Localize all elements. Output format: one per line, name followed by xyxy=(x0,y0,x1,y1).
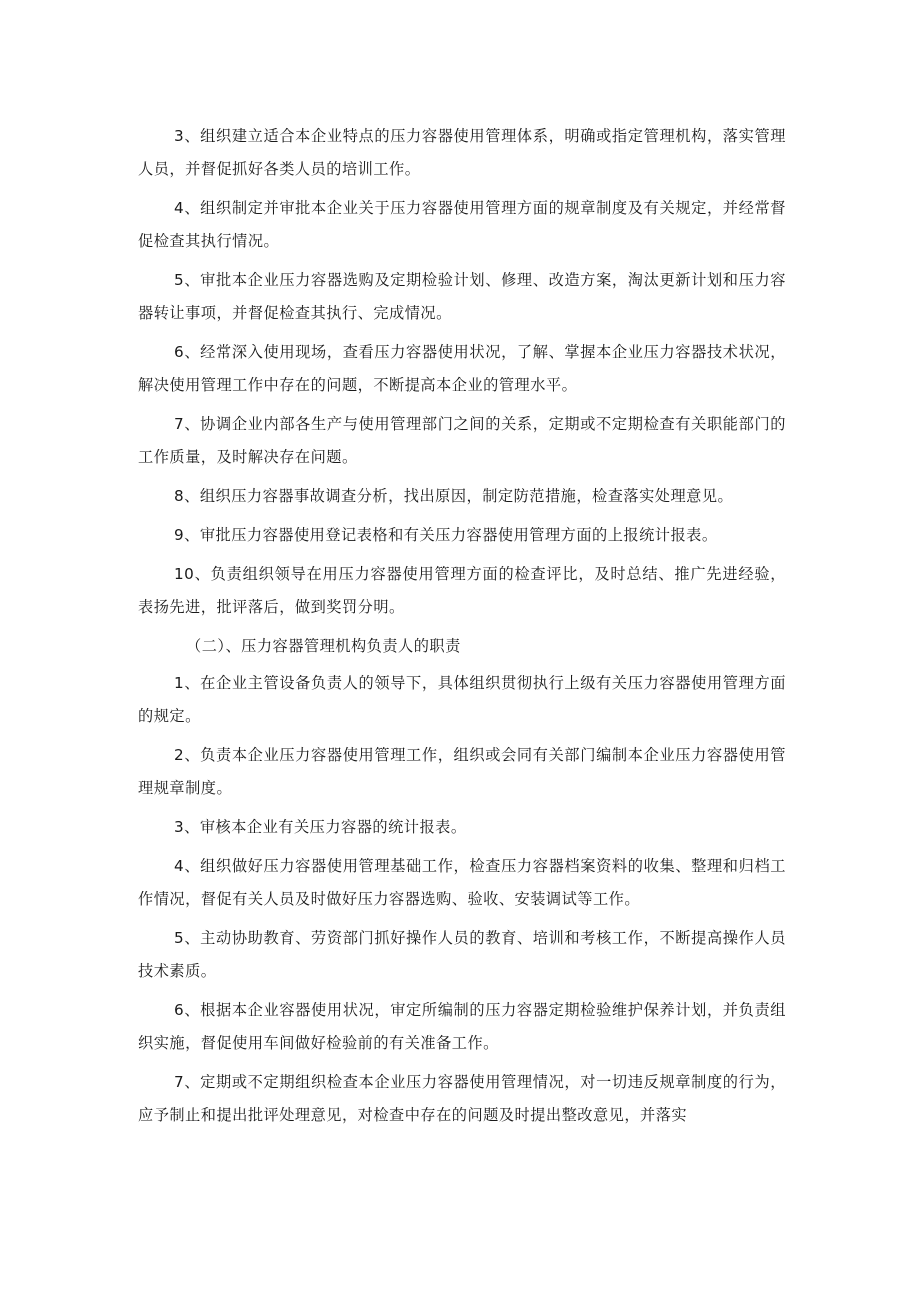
document-body xyxy=(138,120,786,1132)
section-paragraph-1: 1、在企业主管设备负责人的领导下，具体组织贯彻执行上级有关压力容器使用管理方面的规定。 xyxy=(138,674,786,725)
paragraph-item-9: 9、审批压力容器使用登记表格和有关压力容器使用管理方面的上报统计报表。 xyxy=(174,526,718,544)
section-paragraph-3: 3、审核本企业有关压力容器的统计报表。 xyxy=(174,818,467,836)
section-paragraph-5: 5、主动协助教育、劳资部门抓好操作人员的教育、培训和考核工作，不断提高操作人员技术素质。 xyxy=(138,929,786,980)
section-paragraph-2: 2、负责本企业压力容器使用管理工作，组织或会同有关部门编制本企业压力容器使用管理规章制度。 xyxy=(138,746,786,797)
paragraph-item-8: 8、组织压力容器事故调查分析，找出原因，制定防范措施，检查落实处理意见。 xyxy=(174,487,734,505)
paragraph-item-6: 6、经常深入使用现场，查看压力容器使用状况，了解、掌握本企业压力容器技术状况，解决使用管理工作中存在的问题，不断提高本企业的管理水平。 xyxy=(138,343,786,394)
paragraph-item-5: 5、审批本企业压力容器选购及定期检验计划、修理、改造方案，淘汰更新计划和压力容器转让事项，并督促检查其执行、完成情况。 xyxy=(138,271,786,322)
paragraph-item-4: 4、组织制定并审批本企业关于压力容器使用管理方面的规章制度及有关规定，并经常督促检查其执行情况。 xyxy=(138,199,786,250)
section-heading: （二）、压力容器管理机构负责人的职责 xyxy=(186,637,461,655)
paragraph-item-10: 10、负责组织领导在用压力容器使用管理方面的检查评比，及时总结、推广先进经验，表扬先进，批评落后，做到奖罚分明。 xyxy=(138,565,786,616)
section-paragraph-6: 6、根据本企业容器使用状况，审定所编制的压力容器定期检验维护保养计划，并负责组织实施，督促使用车间做好检验前的有关准备工作。 xyxy=(138,1001,786,1052)
paragraph-item-3: 3、组织建立适合本企业特点的压力容器使用管理体系，明确或指定管理机构，落实管理人员，并督促抓好各类人员的培训工作。 xyxy=(138,127,786,178)
section-paragraph-7: 7、定期或不定期组织检查本企业压力容器使用管理情况，对一切违反规章制度的行为，应予制止和提出批评处理意见，对检查中存在的问题及时提出整改意见，并落实 xyxy=(138,1073,786,1124)
section-paragraph-4: 4、组织做好压力容器使用管理基础工作，检查压力容器档案资料的收集、整理和归档工作情况，督促有关人员及时做好压力容器选购、验收、安装调试等工作。 xyxy=(138,857,786,908)
paragraph-item-7: 7、协调企业内部各生产与使用管理部门之间的关系，定期或不定期检查有关职能部门的工作质量，及时解决存在问题。 xyxy=(138,415,786,466)
